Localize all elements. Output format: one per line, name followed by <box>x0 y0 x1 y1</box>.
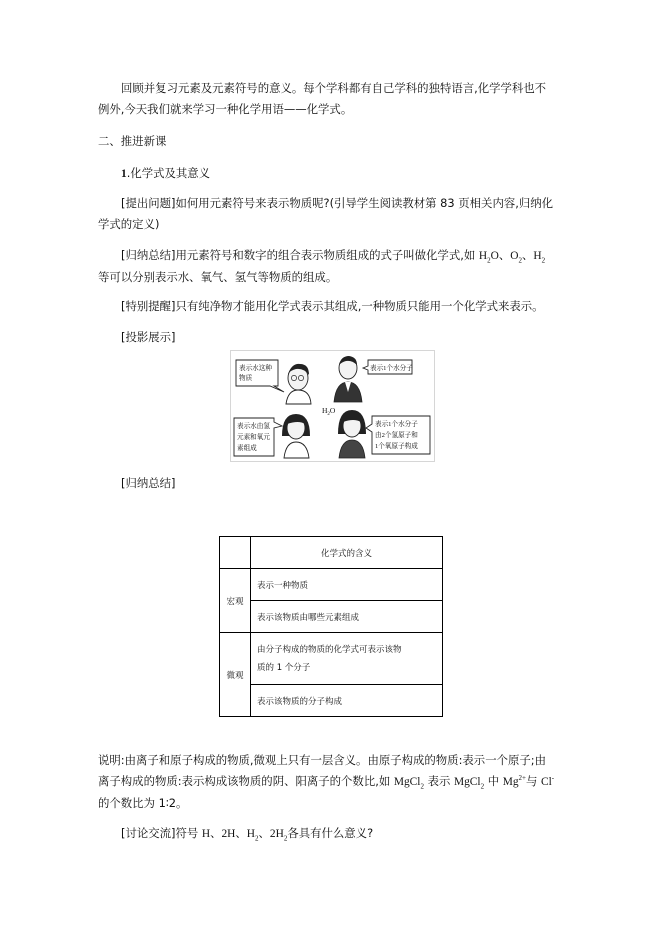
bubble-bottom-right <box>366 416 430 454</box>
table-row <box>220 685 443 717</box>
summary-line-1 <box>98 245 560 267</box>
svg-text:元素和氧元: 元素和氧元 <box>237 434 270 441</box>
micro-row-2: 表示该物质的分子构成 <box>251 685 443 717</box>
bubble-top-right <box>363 360 413 374</box>
subsection-number: 1 <box>121 168 127 180</box>
intro-line-1: 回顾并复习元素及元素符号的意义。每个学科都有自己学科的独特语言,化学学科也不 <box>121 81 547 95</box>
ion-mg: $Mg^{2+}$ <box>502 774 526 788</box>
summary-paragraph <box>98 245 560 288</box>
formula-meaning-table <box>219 536 443 717</box>
formula-sep: 、 <box>521 248 534 262</box>
svg-text:物质: 物质 <box>239 375 253 382</box>
table-row <box>220 569 443 601</box>
person-bottom-left-icon <box>282 414 310 458</box>
formula-h2o: $H_2$ <box>478 250 491 265</box>
discussion-lead: [讨论交流]符号 <box>121 826 202 840</box>
svg-text:由2个氢原子和: 由2个氢原子和 <box>375 432 418 439</box>
table-row <box>220 537 443 569</box>
explanation-line-3: 的个数比为 1∶2。 <box>98 796 188 810</box>
summary2-label: [归纳总结] <box>121 476 176 490</box>
explanation-line-2: 离子构成的物质:表示构成该物质的阴、阳离子的个数比,如 MgCl$_2$ 表示 MgCl$_2$ 中 $Mg^{2+}$与 Cl- <box>98 774 555 791</box>
table-corner-cell <box>220 537 251 569</box>
svg-text:1个氧原子构成: 1个氧原子构成 <box>375 443 418 450</box>
projection-label: [投影展示] <box>121 330 176 344</box>
table-header: 化学式的含义 <box>251 537 443 569</box>
person-bottom-right-icon <box>338 410 366 458</box>
macro-label: 宏观 <box>220 569 251 633</box>
question-paragraph <box>98 193 560 235</box>
table-row <box>220 601 443 633</box>
micro-row-1-line-2: 质的 1 个分子 <box>257 662 311 673</box>
intro-paragraph <box>98 78 560 120</box>
reminder-paragraph: [特别提醒]只有纯净物才能用化学式表示其组成,一种物质只能用一个化学式来表示。 <box>121 299 544 313</box>
formula-h2o-tail: O、 <box>490 250 511 262</box>
micro-label: 微观 <box>220 633 251 717</box>
h2o-meaning-figure <box>230 350 435 462</box>
ion-cl: Cl- <box>541 774 555 788</box>
discussion-tail: 各具有什么意义? <box>287 826 374 840</box>
macro-row-2: 表示该物质由哪些元素组成 <box>251 601 443 633</box>
micro-row-1-line-1: 由分子构成的物质的化学式可表示该物 <box>257 644 402 655</box>
formula-h2: $H_2$ <box>533 250 546 265</box>
intro-line-2: 例外,今天我们就来学习一种化学用语——化学式。 <box>98 102 353 116</box>
micro-row-1 <box>251 633 443 685</box>
section-title: 二、推进新课 <box>98 134 167 148</box>
svg-text:表示水这种: 表示水这种 <box>239 365 272 372</box>
question-line-1: [提出问题]如何用元素符号来表示物质呢?(引导学生阅读教材第 83 页相关内容,归纳化 <box>121 196 554 210</box>
formula-o2: $O_2$ <box>510 250 522 265</box>
subsection-title <box>98 163 560 185</box>
symbols: H、2H、$H_2$、$2H_2$ <box>201 828 288 843</box>
formula-mgcl2-b: MgCl$_2$ <box>453 776 485 791</box>
subsection-text: .化学式及其意义 <box>126 166 211 180</box>
summary-lead: [归纳总结]用元素符号和数字的组合表示物质组成的式子叫做化学式,如 <box>121 248 479 262</box>
explanation-line-1: 说明:由离子和原子构成的物质,微观上只有一层含义。由原子构成的物质:表示一个原子;由 <box>98 753 546 767</box>
question-line-2: 学式的定义) <box>98 217 160 231</box>
summary-line-2: 等可以分别表示水、氧气、氢气等物质的组成。 <box>98 270 338 284</box>
discussion-paragraph <box>98 823 560 845</box>
center-formula: $H_2O$ <box>322 406 336 417</box>
macro-row-1: 表示一种物质 <box>251 569 443 601</box>
svg-text:表示水由氢: 表示水由氢 <box>237 423 270 430</box>
table-row <box>220 633 443 685</box>
explanation-paragraph <box>98 750 560 814</box>
svg-text:表示1个水分子: 表示1个水分子 <box>370 365 413 372</box>
formula-mgcl2: MgCl$_2$ <box>393 776 424 791</box>
svg-text:素组成: 素组成 <box>237 445 257 452</box>
svg-text:表示1个水分子: 表示1个水分子 <box>375 421 418 428</box>
